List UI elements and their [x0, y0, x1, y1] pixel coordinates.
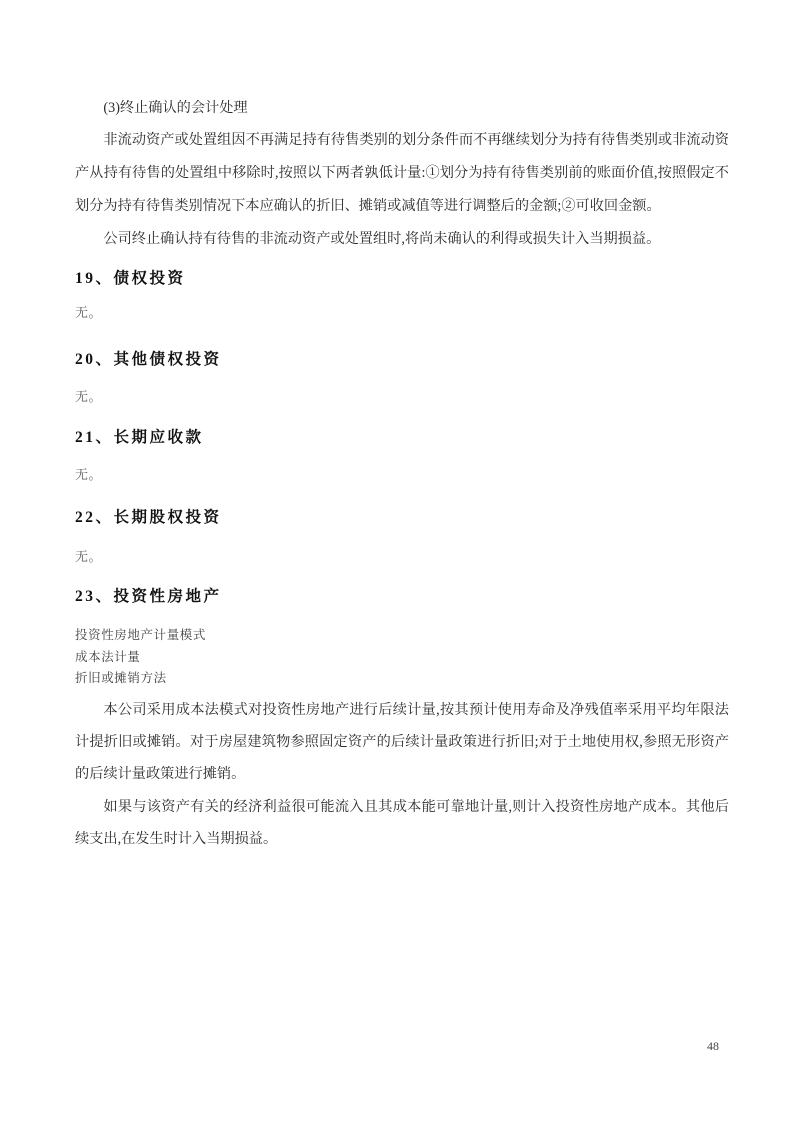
- subsection-heading-derecognition: (3)终止确认的会计处理: [103, 100, 248, 116]
- paragraph-investment-property-subsequent-expenditure: 如果与该资产有关的经济利益很可能流入且其成本能可靠地计量,则计入投资性房地产成本。其他后续支出,在发生时计入当期损益。: [75, 799, 729, 847]
- cost-method-label: 成本法计量: [75, 650, 141, 664]
- section-heading-23-investment-property: 23、投资性房地产: [75, 588, 222, 605]
- section-heading-19-debt-investments: 19、债权投资: [75, 270, 186, 287]
- section-body-21: 无。: [75, 467, 103, 482]
- paragraph-derecognition-gains: 公司终止确认持有待售的非流动资产或处置组时,将尚未确认的利得或损失计入当期损益。: [103, 231, 661, 247]
- section-body-20: 无。: [75, 389, 103, 404]
- section-heading-20-other-debt-investments: 20、其他债权投资: [75, 351, 222, 368]
- section-heading-21-long-term-receivables: 21、长期应收款: [75, 429, 204, 446]
- section-heading-22-long-term-equity-investments: 22、长期股权投资: [75, 509, 222, 526]
- paragraph-derecognition-measurement: 非流动资产或处置组因不再满足持有待售类别的划分条件而不再继续划分为持有待售类别或非流动资产从持有待售的处置组中移除时,按照以下两者孰低计量:①划分为持有待售类别前的账面价值,按照假定不划分为持有待售类别情况下本应确认的折旧、摊销或减值等进行调整后的金额;②可收回金额。: [75, 132, 729, 214]
- page-number: 48: [707, 1039, 719, 1053]
- paragraph-investment-property-measurement: 本公司采用成本法模式对投资性房地产进行后续计量,按其预计使用寿命及净残值率采用平均年限法计提折旧或摊销。对于房屋建筑物参照固定资产的后续计量政策进行折旧;对于土地使用权,参照无形资产的后续计量政策进行摊销。: [75, 702, 729, 782]
- section-body-19: 无。: [75, 305, 103, 320]
- depreciation-amortization-method-label: 折旧或摊销方法: [75, 671, 167, 685]
- section-body-22: 无。: [75, 549, 103, 564]
- investment-property-measurement-mode-label: 投资性房地产计量模式: [75, 628, 207, 642]
